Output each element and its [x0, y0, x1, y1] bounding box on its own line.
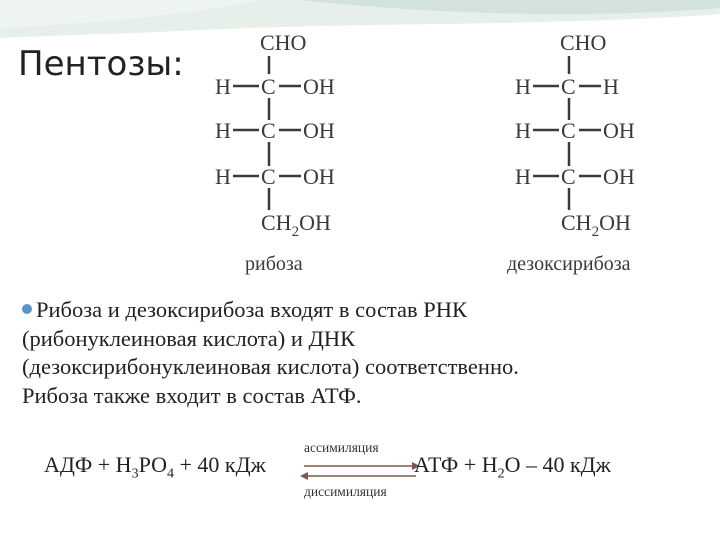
ribose-bottom-group: $CH_2OH$: [261, 210, 331, 240]
forward-reaction-label: ассимиляция: [304, 440, 379, 455]
deoxyribose-row2-carbon: C: [561, 118, 576, 143]
deoxyribose-caption: дезоксирибоза: [507, 253, 631, 275]
deoxyribose-row1-carbon: C: [561, 74, 576, 99]
deoxyribose-row1-left: H: [515, 74, 531, 99]
slide-title: Пентозы:: [18, 44, 184, 84]
ribose-formula: [205, 28, 455, 278]
deoxyribose-row1-right: H: [603, 74, 619, 99]
deoxyribose-top-group: CHO: [560, 30, 607, 55]
ribose-row3-carbon: C: [261, 164, 276, 189]
ribose-row2-right: OH: [303, 118, 335, 143]
deoxyribose-row2-right: OH: [603, 118, 635, 143]
ribose-row2-left: H: [215, 118, 231, 143]
deoxyribose-row2-left: H: [515, 118, 531, 143]
paragraph-line-1: Рибоза и дезоксирибоза входят в состав РНК: [22, 296, 712, 325]
deoxyribose-row3-right: OH: [603, 164, 635, 189]
deoxyribose-row3-left: H: [515, 164, 531, 189]
bullet-icon: [22, 304, 32, 314]
deoxyribose-formula: [505, 28, 720, 278]
paragraph-line-4: Рибоза также входит в состав АТФ.: [22, 382, 362, 408]
ribose-caption: рибоза: [245, 253, 303, 275]
deoxyribose-row3-carbon: C: [561, 164, 576, 189]
deoxyribose-bottom-group: $CH_2OH$: [561, 210, 631, 240]
paragraph-line-2: (рибонуклеиновая кислота) и ДНК: [22, 325, 356, 351]
ribose-row3-right: OH: [303, 164, 335, 189]
equation-right-side: АТФ + $Н_2О - 40$ кДж: [414, 452, 611, 482]
ribose-top-group: CHO: [260, 30, 307, 55]
ribose-row1-carbon: C: [261, 74, 276, 99]
paragraph-line-3: (дезоксирибонуклеиновая кислота) соответственно.: [22, 354, 519, 379]
description-paragraph: [22, 296, 712, 410]
equation-left-side: АДФ + $Н_3РО_4 + 40$ кДж: [44, 452, 266, 482]
ribose-row2-carbon: C: [261, 118, 276, 143]
ribose-row1-right: OH: [303, 74, 335, 99]
reversible-arrows-icon: [300, 458, 420, 484]
ribose-row1-left: H: [215, 74, 231, 99]
ribose-row3-left: H: [215, 164, 231, 189]
reverse-reaction-label: диссимиляция: [304, 484, 387, 499]
